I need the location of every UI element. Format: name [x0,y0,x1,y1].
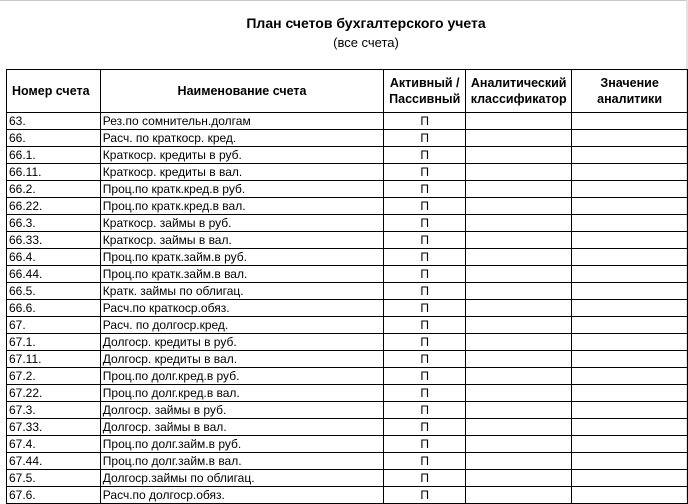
analytics-value-cell [572,436,688,453]
table-row [7,147,688,164]
analytics-value-cell [572,198,688,215]
analytics-value-cell [572,300,688,317]
account-name-cell: Расч.по краткоср.обяз. [100,300,383,317]
active-passive-cell: П [384,130,466,147]
report-subtitle: (все счета) [333,35,399,50]
account-number-cell: 66.11. [7,164,101,181]
classifier-cell [466,164,572,181]
account-name-cell: Долгоср.займы по облигац. [100,470,383,487]
classifier-cell [466,266,572,283]
analytics-value-cell [572,283,688,300]
table-row [7,351,688,368]
analytics-value-cell [572,147,688,164]
account-number-cell: 66.33. [7,232,101,249]
analytics-value-cell [572,470,688,487]
active-passive-cell: П [384,249,466,266]
account-number-cell: 67.6. [7,487,101,504]
classifier-cell [466,215,572,232]
active-passive-cell: П [384,317,466,334]
analytics-value-cell [572,266,688,283]
active-passive-cell: П [384,283,466,300]
account-name-cell: Расч.по долгоср.обяз. [100,487,383,504]
account-name-cell: Долгоср. займы в руб. [100,402,383,419]
account-name-cell: Краткоср. кредиты в руб. [100,147,383,164]
account-number-cell: 66.2. [7,181,101,198]
classifier-cell [466,368,572,385]
column-header-analytics-value: Значение аналитики [572,70,688,113]
account-number-cell: 67.44. [7,453,101,470]
account-number-cell: 67.1. [7,334,101,351]
table-row [7,402,688,419]
analytics-value-cell [572,232,688,249]
top-border [0,0,688,1]
analytics-value-cell [572,402,688,419]
table-row [7,419,688,436]
classifier-cell [466,453,572,470]
active-passive-cell: П [384,487,466,504]
table-row [7,232,688,249]
analytics-value-cell [572,419,688,436]
account-name-cell: Рез.по сомнительн.долгам [100,113,383,130]
analytics-value-cell [572,317,688,334]
account-number-cell: 67. [7,317,101,334]
active-passive-cell: П [384,436,466,453]
table-header-row [7,70,688,113]
analytics-value-cell [572,249,688,266]
active-passive-cell: П [384,453,466,470]
account-number-cell: 67.4. [7,436,101,453]
table-row [7,385,688,402]
analytics-value-cell [572,351,688,368]
table-row [7,300,688,317]
account-name-cell: Расч. по долгоср.кред. [100,317,383,334]
classifier-cell [466,249,572,266]
analytics-value-cell [572,385,688,402]
account-number-cell: 66.4. [7,249,101,266]
account-name-cell: Проц.по кратк.займ.в вал. [100,266,383,283]
active-passive-cell: П [384,232,466,249]
account-number-cell: 66. [7,130,101,147]
active-passive-cell: П [384,113,466,130]
account-name-cell: Краткоср. кредиты в вал. [100,164,383,181]
account-name-cell: Проц.по кратк.кред.в руб. [100,181,383,198]
account-name-cell: Проц.по долг.займ.в вал. [100,453,383,470]
table-row [7,113,688,130]
classifier-cell [466,130,572,147]
table-row [7,436,688,453]
active-passive-cell: П [384,402,466,419]
table-row [7,453,688,470]
table-row [7,283,688,300]
analytics-value-cell [572,453,688,470]
report-header [0,14,688,52]
table-row [7,164,688,181]
active-passive-cell: П [384,385,466,402]
column-header-number: Номер счета [7,70,101,113]
table-row [7,470,688,487]
column-header-active-passive: Активный / Пассивный [384,70,466,113]
column-header-name: Наименование счета [100,70,383,113]
classifier-cell [466,300,572,317]
active-passive-cell: П [384,181,466,198]
account-name-cell: Краткоср. займы в вал. [100,232,383,249]
account-number-cell: 66.1. [7,147,101,164]
account-name-cell: Проц.по долг.займ.в руб. [100,436,383,453]
column-header-classifier: Аналитический классификатор [466,70,572,113]
account-number-cell: 66.22. [7,198,101,215]
account-number-cell: 67.22. [7,385,101,402]
active-passive-cell: П [384,215,466,232]
account-name-cell: Долгоср. кредиты в руб. [100,334,383,351]
classifier-cell [466,351,572,368]
active-passive-cell: П [384,300,466,317]
classifier-cell [466,181,572,198]
account-number-cell: 67.2. [7,368,101,385]
table-row [7,181,688,198]
account-number-cell: 67.3. [7,402,101,419]
analytics-value-cell [572,487,688,504]
account-name-cell: Проц.по долг.кред.в вал. [100,385,383,402]
classifier-cell [466,385,572,402]
table-row [7,368,688,385]
accounts-table [6,69,688,504]
table-body [7,113,688,504]
analytics-value-cell [572,130,688,147]
analytics-value-cell [572,113,688,130]
classifier-cell [466,198,572,215]
analytics-value-cell [572,164,688,181]
account-number-cell: 66.44. [7,266,101,283]
active-passive-cell: П [384,147,466,164]
account-number-cell: 67.11. [7,351,101,368]
analytics-value-cell [572,334,688,351]
analytics-value-cell [572,181,688,198]
classifier-cell [466,113,572,130]
account-number-cell: 67.33. [7,419,101,436]
active-passive-cell: П [384,368,466,385]
active-passive-cell: П [384,470,466,487]
account-name-cell: Проц.по кратк.займ.в руб. [100,249,383,266]
classifier-cell [466,283,572,300]
account-name-cell: Кратк. займы по облигац. [100,283,383,300]
account-name-cell: Краткоср. займы в руб. [100,215,383,232]
account-name-cell: Проц.по кратк.кред.в вал. [100,198,383,215]
account-name-cell: Долгоср. займы в вал. [100,419,383,436]
account-number-cell: 66.6. [7,300,101,317]
table-row [7,334,688,351]
active-passive-cell: П [384,351,466,368]
account-number-cell: 67.5. [7,470,101,487]
table-row [7,317,688,334]
active-passive-cell: П [384,164,466,181]
classifier-cell [466,470,572,487]
table-row [7,266,688,283]
classifier-cell [466,317,572,334]
classifier-cell [466,419,572,436]
account-name-cell: Расч. по краткоср. кред. [100,130,383,147]
active-passive-cell: П [384,266,466,283]
account-name-cell: Проц.по долг.кред.в руб. [100,368,383,385]
active-passive-cell: П [384,198,466,215]
table-row [7,198,688,215]
account-name-cell: Долгоср. кредиты в вал. [100,351,383,368]
report-title: План счетов бухгалтерского учета [246,15,486,31]
classifier-cell [466,487,572,504]
active-passive-cell: П [384,419,466,436]
table-row [7,487,688,504]
account-number-cell: 66.5. [7,283,101,300]
table-row [7,215,688,232]
classifier-cell [466,334,572,351]
classifier-cell [466,402,572,419]
classifier-cell [466,232,572,249]
table-row [7,130,688,147]
active-passive-cell: П [384,334,466,351]
account-number-cell: 63. [7,113,101,130]
analytics-value-cell [572,368,688,385]
table-row [7,249,688,266]
classifier-cell [466,436,572,453]
classifier-cell [466,147,572,164]
account-number-cell: 66.3. [7,215,101,232]
analytics-value-cell [572,215,688,232]
